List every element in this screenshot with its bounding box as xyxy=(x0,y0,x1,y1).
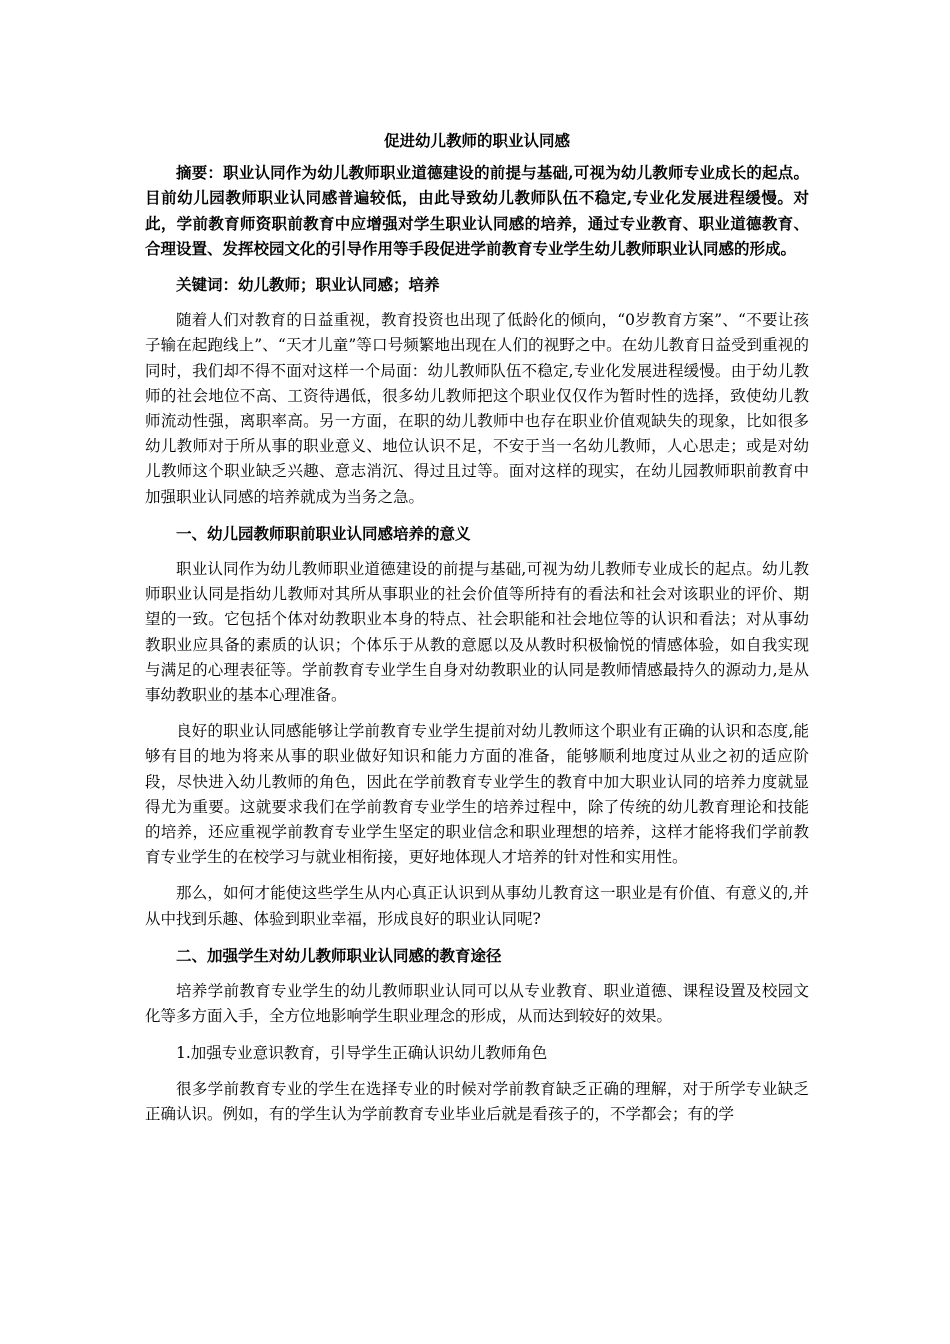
section-1-paragraph-2: 良好的职业认同感能够让学前教育专业学生提前对幼儿教师这个职业有正确的认识和态度,能够有目的地为将来从事的职业做好知识和能力方面的准备，能够顺利地度过从业之初的适应阶段，尽快进入幼儿教师的角色，因此在学前教育专业学生的教育中加大职业认同的培养力度就显得尤为重要。这就要求我们在学前教育专业学生的培养过程中，除了传统的幼儿教育理论和技能的培养，还应重视学前教育专业学生坚定的职业信念和职业理想的培养，这样才能将我们学前教育专业学生的在校学习与就业相衔接，更好地体现人才培养的针对性和实用性。 xyxy=(145,722,809,867)
document-page xyxy=(145,128,809,1138)
section-1-paragraph-3: 那么，如何才能使这些学生从内心真正认识到从事幼儿教育这一职业是有价值、有意义的,并从中找到乐趣、体验到职业幸福，形成良好的职业认同呢? xyxy=(145,884,809,928)
intro-paragraph: 随着人们对教育的日益重视，教育投资也出现了低龄化的倾向，“0岁教育方案”、“不要让孩子输在起跑线上”、“天才儿童”等口号频繁地出现在人们的视野之中。在幼儿教育日益受到重视的同时，我们却不得不面对这样一个局面：幼儿教师队伍不稳定,专业化发展进程缓慢。由于幼儿教师的社会地位不高、工资待遇低，很多幼儿教师把这个职业仅仅作为暂时性的选择，致使幼儿教师流动性强，离职率高。另一方面，在职的幼儿教师中也存在职业价值观缺失的现象，比如很多幼儿教师对于所从事的职业意义、地位认识不足，不安于当一名幼儿教师，人心思走；或是对幼儿教师这个职业缺乏兴趣、意志消沉、得过且过等。面对这样的现实，在幼儿园教师职前教育中加强职业认同感的培养就成为当务之急。 xyxy=(145,311,809,506)
section-2-heading: 二、加强学生对幼儿教师职业认同感的教育途径 xyxy=(176,945,502,965)
section-1-heading: 一、幼儿园教师职前职业认同感培养的意义 xyxy=(176,523,471,543)
document-title: 促进幼儿教师的职业认同感 xyxy=(383,131,570,150)
section-2-paragraph-1: 培养学前教育专业学生的幼儿教师职业认同可以从专业教育、职业道德、课程设置及校园文化等多方面入手，全方位地影响学生职业理念的形成，从而达到较好的效果。 xyxy=(145,982,809,1026)
section-1-paragraph-1: 职业认同作为幼儿教师职业道德建设的前提与基础,可视为幼儿教师专业成长的起点。幼儿教师职业认同是指幼儿教师对其所从事职业的社会价值等所持有的看法和社会对该职业的评价、期望的一致。它包括个体对幼教职业本身的特点、社会职能和社会地位等的认识和看法；对从事幼教职业应具备的素质的认识；个体乐于从教的意愿以及从教时积极愉悦的情感体验，如自我实现与满足的心理表征等。学前教育专业学生自身对幼教职业的认同是教师情感最持久的源动力,是从事幼教职业的基本心理准备。 xyxy=(145,560,809,705)
section-2-subheading-1: 1.加强专业意识教育，引导学生正确认识幼儿教师角色 xyxy=(176,1043,548,1062)
keywords-line: 关键词：幼儿教师；职业认同感；培养 xyxy=(176,275,440,295)
section-2-paragraph-2: 很多学前教育专业的学生在选择专业的时候对学前教育缺乏正确的理解，对于所学专业缺乏正确认识。例如，有的学生认为学前教育专业毕业后就是看孩子的，不学都会；有的学 xyxy=(145,1079,809,1123)
abstract-paragraph: 摘要：职业认同作为幼儿教师职业道德建设的前提与基础,可视为幼儿教师专业成长的起点。目前幼儿园教师职业认同感普遍较低，由此导致幼儿教师队伍不稳定,专业化发展进程缓慢。对此，学前教育师资职前教育中应增强对学生职业认同感的培养，通过专业教育、职业道德教育、合理设置、发挥校园文化的引导作用等手段促进学前教育专业学生幼儿教师职业认同感的形成。 xyxy=(145,163,809,258)
